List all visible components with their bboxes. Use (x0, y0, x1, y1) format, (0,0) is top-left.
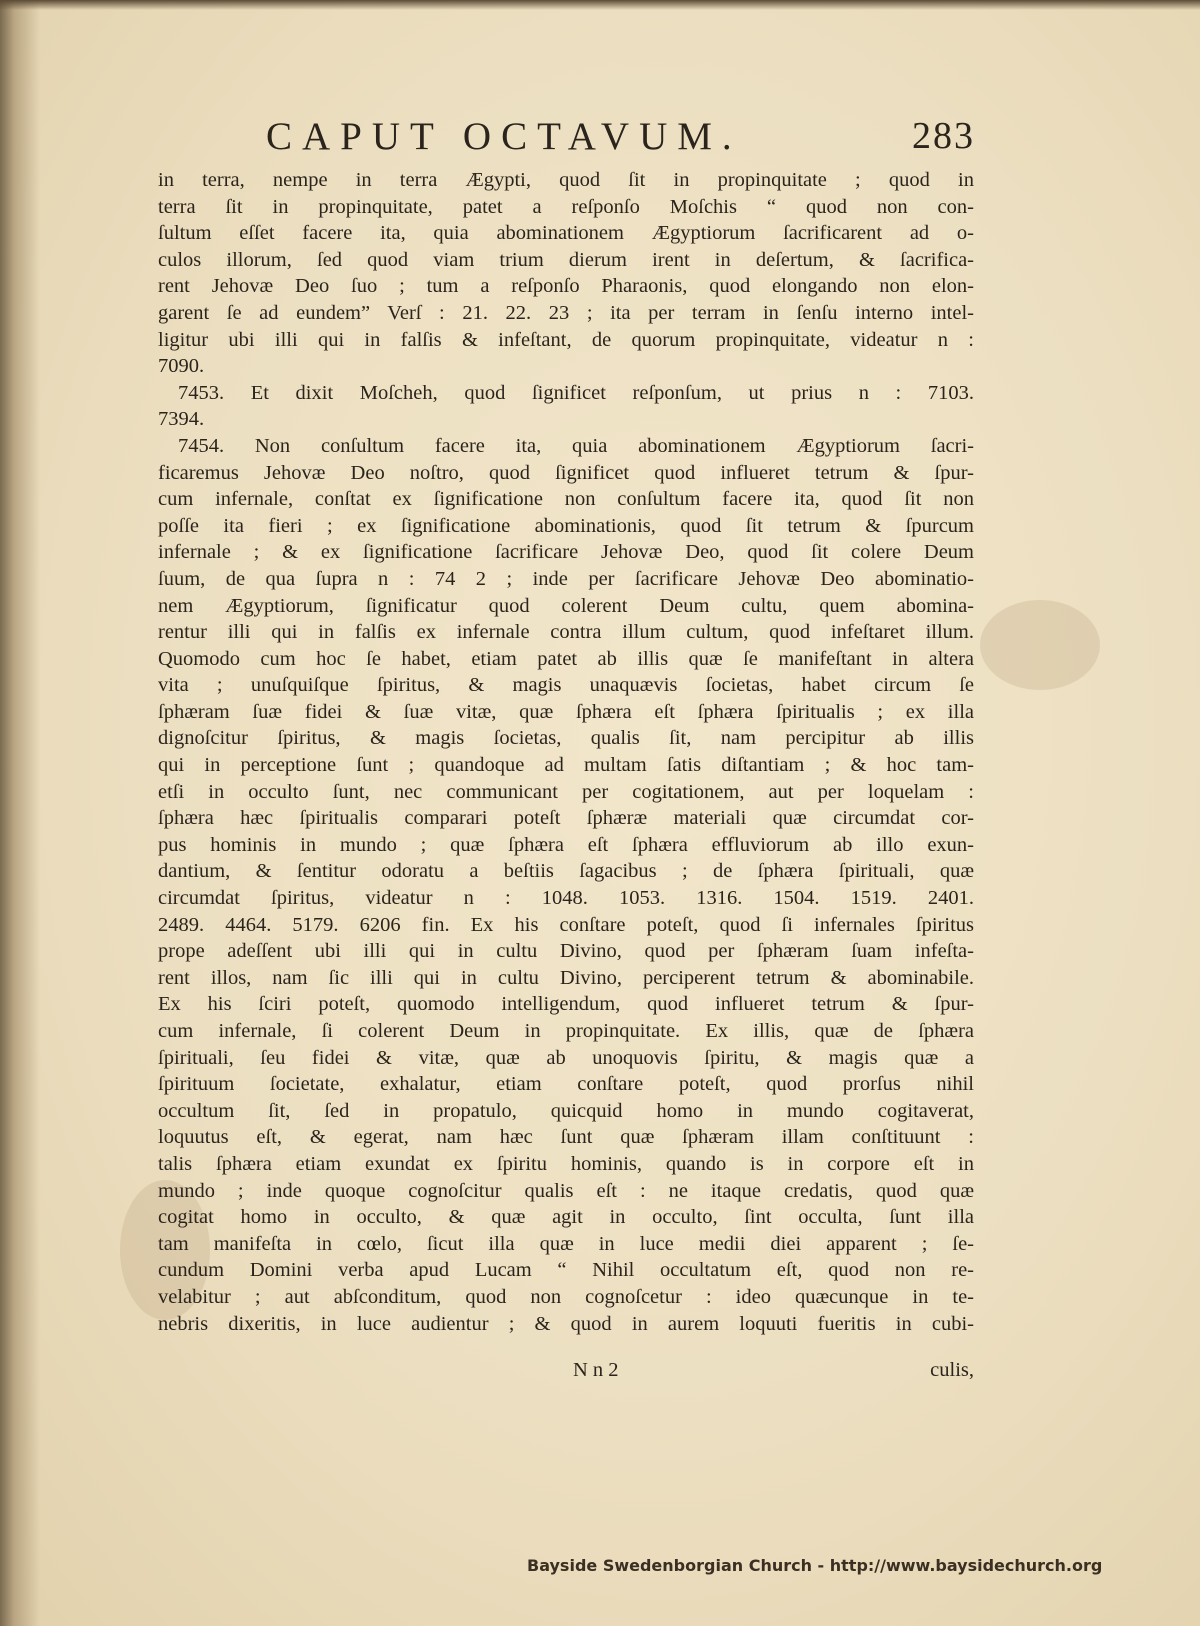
paper-stain (980, 600, 1100, 690)
text-line: cundum Domini verba apud Lucam “ Nihil occultatum eſt, quod non re- (158, 1259, 974, 1282)
binding-gutter-shadow (0, 0, 40, 1626)
signature-mark: N n 2 (573, 1359, 619, 1381)
page-top-edge (0, 0, 1200, 10)
chapter-title: CAPUT OCTAVUM. (266, 115, 742, 158)
text-line: Quomodo cum hoc ſe habet, etiam patet ab illis quæ ſe manifeſtant in altera (158, 647, 974, 670)
text-line: rent Jehovæ Deo ſuo ; tum a reſponſo Pharaonis, quod elongando non elon- (158, 275, 974, 298)
text-line: prope adeſſent ubi illi qui in cultu Divino, quod per ſphæram ſuam infeſta- (158, 940, 974, 963)
text-line: talis ſphæra etiam exundat ex ſpiritu hominis, quando is in corpore eſt in (158, 1152, 974, 1175)
text-line: tam manifeſta in cœlo, ſicut illa quæ in luce medii diei apparent ; ſe- (158, 1232, 974, 1255)
page-footer (158, 1359, 974, 1389)
text-line: cum infernale, conſtat ex ſignificatione non conſultum facere ita, quod ſit non (158, 488, 974, 511)
text-line: dantium, & ſentitur odoratu a beſtiis ſagacibus ; de ſphæra ſpirituali, quæ (158, 860, 974, 883)
text-line: mundo ; inde quoque cognoſcitur qualis eſt : ne itaque credatis, quod quæ (158, 1179, 974, 1202)
text-line: infernale ; & ex ſignificatione ſacrificare Jehovæ Deo, quod ſit colere Deum (158, 541, 974, 564)
running-header (160, 108, 975, 170)
text-line: dignoſcitur ſpiritus, & magis ſocietas, qualis ſit, nam percipitur ab illis (158, 727, 974, 750)
text-line: ficaremus Jehovæ Deo noſtro, quod ſignificet quod influeret tetrum & ſpur- (158, 461, 974, 484)
text-line: 2489. 4464. 5179. 6206 fin. Ex his conſtare poteſt, quod ſi infernales ſpiritus (158, 913, 974, 936)
text-line: vita ; unuſquiſque ſpiritus, & magis unaquævis ſocietas, habet circum ſe (158, 674, 974, 697)
text-line: ſpirituali, ſeu fidei & vitæ, quæ ab unoquovis ſpiritu, & magis quæ a (158, 1046, 974, 1069)
text-line: 7090. (158, 355, 205, 378)
text-line: Ex his ſciri poteſt, quomodo intelligendum, quod influeret tetrum & ſpur- (158, 993, 974, 1016)
text-line: in terra, nempe in terra Ægypti, quod ſit in propinquitate ; quod in (158, 169, 974, 191)
text-line: cogitat homo in occulto, & quæ agit in occulto, ſint occulta, ſunt illa (158, 1206, 974, 1229)
text-line: rentur illi qui in falſis ex infernale contra illum cultum, quod infeſtaret illum. (158, 621, 974, 644)
text-line: ſuum, de qua ſupra n : 74 2 ; inde per ſacrificare Jehovæ Deo abominatio- (158, 567, 974, 590)
body-text (158, 167, 974, 1337)
text-line: 7454. Non conſultum facere ita, quia abominationem Ægyptiorum ſacri- (178, 434, 974, 457)
text-line: cum infernale, ſi colerent Deum in propinquitate. Ex illis, quæ de ſphæra (158, 1020, 974, 1042)
text-line: rent illos, nam ſic illi qui in cultu Divino, perciperent tetrum & abominabile. (158, 966, 974, 989)
text-line: velabitur ; aut abſconditum, quod non cognoſcetur : ideo quæcunque in te- (158, 1285, 974, 1308)
text-line: ſultum eſſet facere ita, quia abominationem Ægyptiorum ſacrificarent ad o- (158, 222, 974, 245)
text-line: occultum ſit, ſed in propatulo, quicquid homo in mundo cogitaverat, (158, 1099, 974, 1122)
text-line: qui in perceptione ſunt ; quandoque ad multam ſatis diſtantiam ; & hoc tam- (158, 754, 974, 777)
website-watermark: Bayside Swedenborgian Church - http://www.baysidechurch.org (527, 1556, 1103, 1575)
text-line: 7394. (158, 408, 205, 431)
text-line: circumdat ſpiritus, videatur n : 1048. 1053. 1316. 1504. 1519. 2401. (158, 887, 974, 910)
text-line: terra ſit in propinquitate, patet a reſponſo Moſchis “ quod non con- (158, 195, 974, 218)
text-line: garent ſe ad eundem” Verſ : 21. 22. 23 ; ita per terram in ſenſu interno intel- (158, 301, 974, 324)
text-line: loquutus eſt, & egerat, nam hæc ſunt quæ ſphæram illam conſtituunt : (158, 1126, 974, 1149)
text-line: culos illorum, ſed quod viam trium dierum irent in deſertum, & ſacrifica- (158, 248, 974, 271)
text-line: ligitur ubi illi qui in falſis & infeſtant, de quorum propinquitate, videatur n : (158, 328, 974, 351)
text-line: ſphæra hæc ſpiritualis comparari poteſt ſphæræ materiali quæ circumdat cor- (158, 807, 974, 830)
text-line: etſi in occulto ſunt, nec communicant per cogitationem, aut per loquelam : (158, 780, 974, 803)
text-line: ſphæram ſuæ fidei & ſuæ vitæ, quæ ſphæra eſt ſphæra ſpiritualis ; ex illa (158, 700, 974, 723)
text-line: nem Ægyptiorum, ſignificatur quod colerent Deum cultu, quem abomina- (158, 594, 974, 617)
text-line: pus hominis in mundo ; quæ ſphæra eſt ſphæra effluviorum ab illo exun- (158, 833, 974, 856)
text-line: 7453. Et dixit Moſcheh, quod ſignificet reſponſum, ut prius n : 7103. (178, 381, 974, 404)
text-line: nebris dixeritis, in luce audientur ; & quod in aurem loquuti fueritis in cubi- (158, 1312, 974, 1335)
catchword: culis, (930, 1359, 974, 1381)
page-number: 283 (912, 115, 975, 157)
text-line: poſſe ita fieri ; ex ſignificatione abominationis, quod ſit tetrum & ſpurcum (158, 514, 974, 537)
text-line: ſpirituum ſocietate, exhalatur, etiam conſtare poteſt, quod prorſus nihil (158, 1073, 974, 1096)
